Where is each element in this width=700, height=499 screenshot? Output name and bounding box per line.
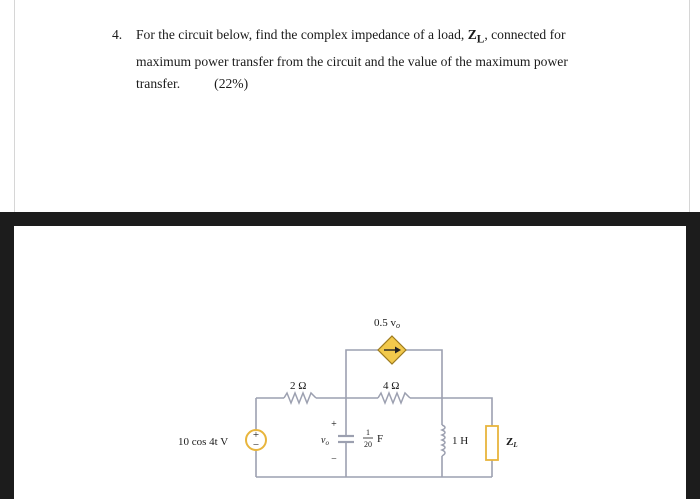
source-minus-sign: − — [252, 439, 260, 451]
load-symbol-subscript: L — [476, 33, 485, 46]
load-label — [506, 436, 518, 449]
load-impedance-box — [486, 426, 498, 460]
source-label: 10 cos 4t V — [178, 436, 229, 448]
dependent-source-label-text: 0.5 v — [374, 317, 396, 329]
dependent-source-label-sub: o — [396, 321, 400, 330]
vo-label — [321, 435, 329, 447]
cap-numerator: 1 — [366, 428, 370, 437]
load-label-sub: L — [513, 441, 518, 449]
vo-minus-sign: − — [331, 454, 337, 465]
vo-label-letter: v — [321, 435, 326, 446]
dependent-source-label — [374, 317, 400, 330]
r2-label: 4 Ω — [383, 380, 400, 392]
load-symbol-letter: Z — [467, 27, 477, 42]
inductor-1h — [442, 425, 445, 456]
vo-plus-sign: + — [331, 419, 337, 430]
load-label-letter: Z — [506, 436, 514, 448]
inductor-label: 1 H — [452, 435, 469, 447]
vo-label-sub: o — [325, 439, 329, 447]
resistor-2ohm — [284, 393, 316, 403]
question-line-2: maximum power transfer from the circuit and the value of the maximum power — [136, 53, 568, 69]
capacitor-1-20f — [338, 436, 354, 442]
wire-right-node-to-load — [442, 398, 492, 426]
cap-denominator: 20 — [364, 440, 372, 449]
question-number: 4. — [112, 27, 123, 42]
question-line-1-start: For the circuit below, find the complex impedance of a load, — [136, 27, 468, 42]
capacitor-label — [363, 428, 383, 449]
source-plus-sign: + — [252, 429, 260, 441]
resistor-4ohm — [378, 393, 410, 403]
r1-label: 2 Ω — [290, 380, 307, 392]
circuit-wires — [256, 350, 492, 477]
question-marks: (22%) — [214, 75, 249, 91]
question-line-1-end: , connected for — [484, 27, 566, 42]
wire-dep-right-branch — [406, 350, 442, 398]
wire-dep-left-branch — [346, 350, 378, 398]
cap-unit: F — [377, 433, 384, 445]
question-line-3-text: transfer. — [136, 75, 181, 91]
